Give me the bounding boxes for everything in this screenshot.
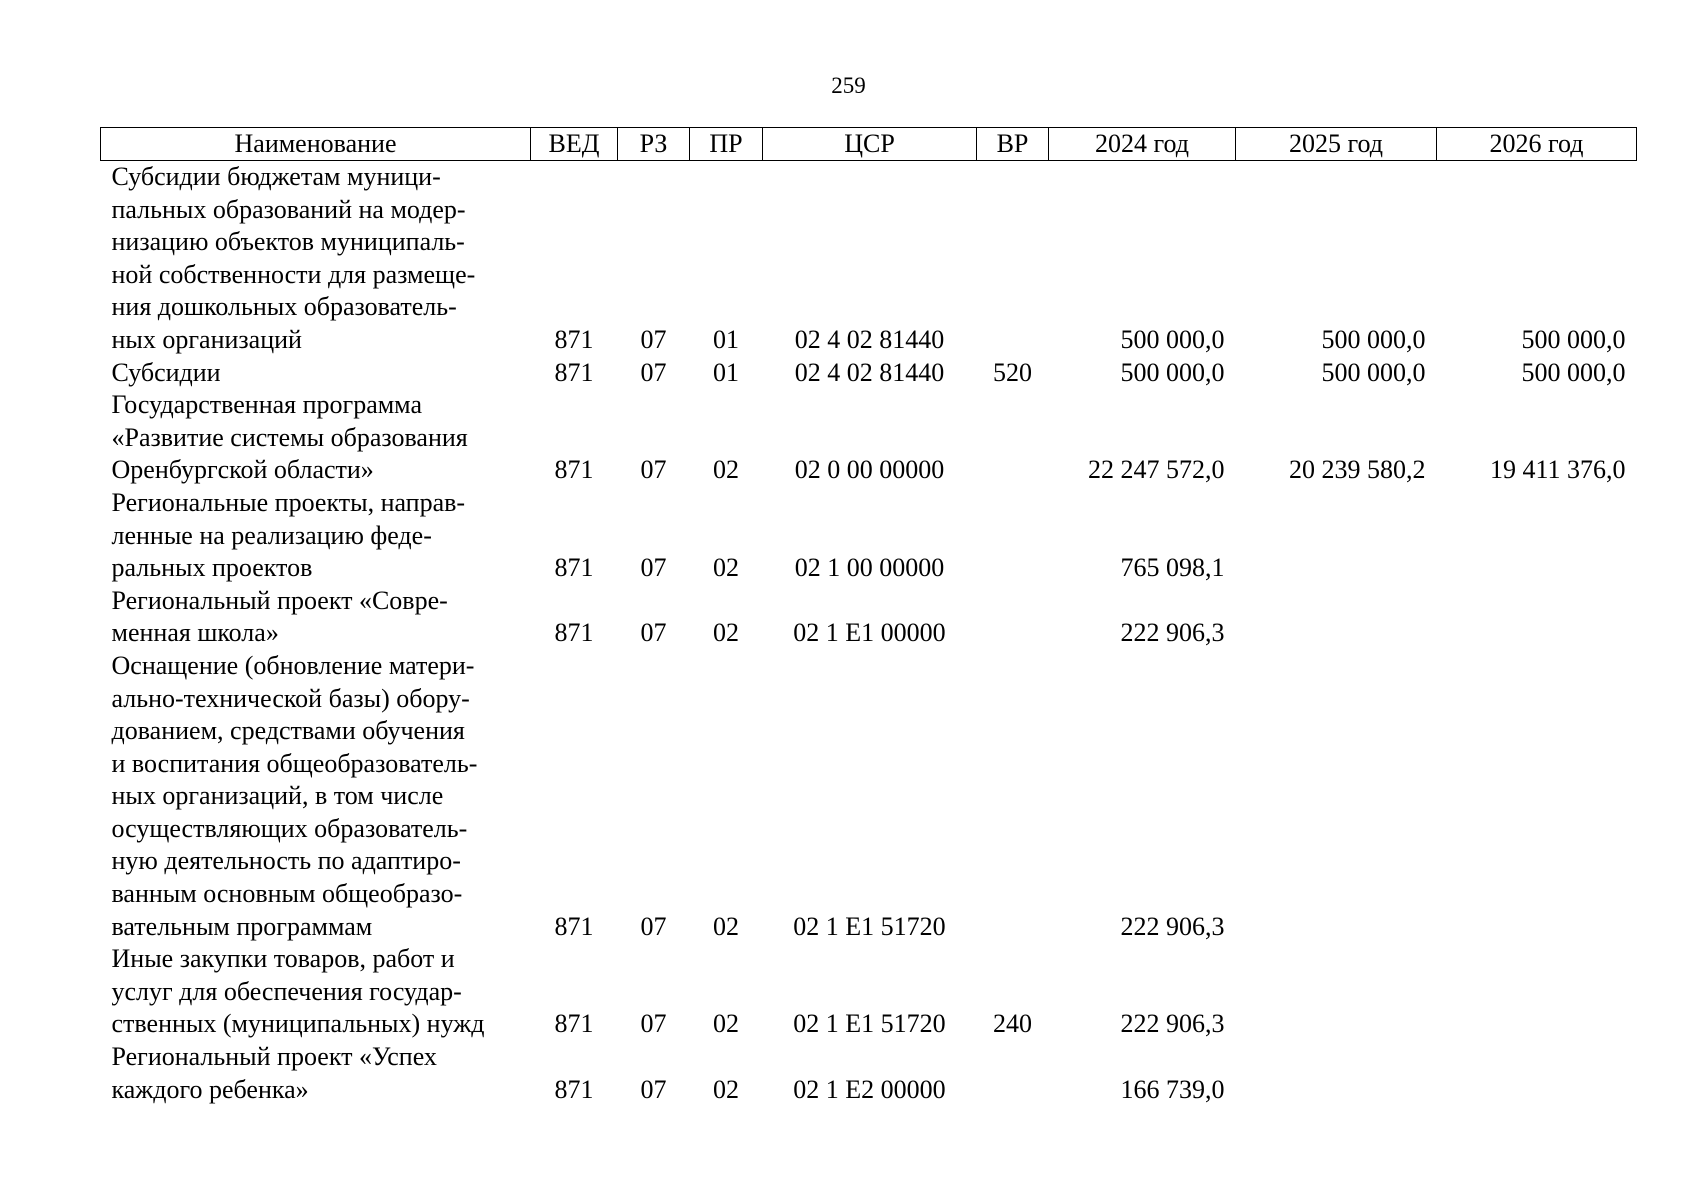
header-vr: ВР bbox=[977, 128, 1049, 161]
name-line: ально-технической базы) обору- bbox=[111, 683, 470, 713]
header-pr: ПР bbox=[690, 128, 763, 161]
cell-ved: 871 bbox=[554, 1009, 594, 1039]
cell-2026 bbox=[1437, 487, 1637, 585]
table-row bbox=[101, 487, 1637, 585]
cell-vr bbox=[977, 487, 1049, 585]
name-line: осуществляющих образователь- bbox=[111, 813, 468, 843]
header-2026: 2026 год bbox=[1437, 128, 1637, 161]
cell-ved: 871 bbox=[554, 324, 594, 354]
cell-vr bbox=[977, 1041, 1049, 1106]
cell-2026 bbox=[1437, 585, 1637, 650]
header-csr: ЦСР bbox=[763, 128, 977, 161]
cell-2025: 20 239 580,2 bbox=[1289, 455, 1426, 485]
cell-2025 bbox=[1236, 487, 1437, 585]
header-2024: 2024 год bbox=[1049, 128, 1236, 161]
name-line: услуг для обеспечения государ- bbox=[111, 976, 462, 1006]
cell-pr: 02 bbox=[713, 455, 739, 485]
cell-csr: 02 4 02 81440 bbox=[794, 324, 945, 354]
cell-pr: 02 bbox=[713, 911, 739, 941]
cell-pr: 02 bbox=[713, 553, 739, 583]
name-line: ной собственности для размеще- bbox=[111, 259, 476, 289]
cell-2024: 500 000,0 bbox=[1120, 357, 1225, 387]
table-row bbox=[101, 161, 1637, 357]
page-number: 259 bbox=[831, 73, 866, 98]
name-line: ственных (муниципальных) нужд bbox=[111, 1009, 485, 1039]
cell-ved: 871 bbox=[554, 1074, 594, 1104]
cell-2025 bbox=[1236, 943, 1437, 1041]
cell-csr: 02 1 00 00000 bbox=[794, 553, 945, 583]
cell-csr: 02 1 E2 00000 bbox=[793, 1074, 946, 1104]
header-2025: 2025 год bbox=[1236, 128, 1437, 161]
table-header-row bbox=[101, 128, 1637, 161]
cell-ved: 871 bbox=[554, 455, 594, 485]
cell-rz: 07 bbox=[640, 618, 667, 648]
name-line: ных организаций, в том числе bbox=[111, 781, 444, 811]
name-line: ральных проектов bbox=[111, 553, 313, 583]
cell-rz: 07 bbox=[640, 455, 667, 485]
header-rz: РЗ bbox=[618, 128, 690, 161]
cell-name bbox=[101, 943, 531, 1041]
cell-rz: 07 bbox=[640, 1009, 667, 1039]
cell-ved: 871 bbox=[554, 357, 594, 387]
cell-2024: 222 906,3 bbox=[1120, 1009, 1225, 1039]
cell-ved: 871 bbox=[554, 911, 594, 941]
cell-csr: 02 1 E1 51720 bbox=[793, 911, 946, 941]
cell-name bbox=[101, 650, 531, 943]
cell-rz: 07 bbox=[640, 553, 667, 583]
cell-vr bbox=[977, 650, 1049, 943]
name-line: ванным основным общеобразо- bbox=[111, 879, 463, 909]
cell-name bbox=[101, 389, 531, 487]
name-line: менная школа» bbox=[111, 618, 279, 648]
name-line: «Развитие системы образования bbox=[111, 422, 468, 452]
cell-2024: 765 098,1 bbox=[1120, 553, 1225, 583]
cell-vr bbox=[977, 389, 1049, 487]
cell-pr: 02 bbox=[713, 1009, 739, 1039]
table-body bbox=[101, 161, 1637, 1107]
name-line: ленные на реализацию феде- bbox=[111, 520, 432, 550]
cell-2025: 500 000,0 bbox=[1321, 324, 1426, 354]
cell-2025 bbox=[1236, 1041, 1437, 1106]
name-line: вательным программам bbox=[111, 911, 373, 941]
cell-vr bbox=[977, 585, 1049, 650]
header-ved: ВЕД bbox=[531, 128, 618, 161]
table-row bbox=[101, 943, 1637, 1041]
name-line: ную деятельность по адаптиро- bbox=[111, 846, 461, 876]
name-line: Государственная программа bbox=[111, 390, 423, 420]
name-line: каждого ребенка» bbox=[111, 1074, 309, 1104]
name-line: ния дошкольных образователь- bbox=[111, 292, 457, 322]
cell-ved: 871 bbox=[554, 618, 594, 648]
cell-name bbox=[101, 1041, 531, 1106]
cell-2026 bbox=[1437, 943, 1637, 1041]
cell-pr: 01 bbox=[713, 357, 739, 387]
cell-2024: 166 739,0 bbox=[1120, 1074, 1225, 1104]
cell-name bbox=[101, 161, 531, 357]
table-row bbox=[101, 585, 1637, 650]
cell-pr: 02 bbox=[713, 1074, 739, 1104]
name-line: Оренбургской области» bbox=[111, 455, 374, 485]
header-name: Наименование bbox=[101, 128, 531, 161]
cell-ved: 871 bbox=[554, 553, 594, 583]
cell-pr: 01 bbox=[713, 324, 739, 354]
cell-vr: 240 bbox=[993, 1009, 1032, 1039]
cell-rz: 07 bbox=[640, 1074, 667, 1104]
name-line: Региональный проект «Успех bbox=[111, 1042, 437, 1072]
cell-2025: 500 000,0 bbox=[1321, 357, 1426, 387]
cell-2025 bbox=[1236, 585, 1437, 650]
cell-2026: 500 000,0 bbox=[1521, 324, 1626, 354]
table-row bbox=[101, 389, 1637, 487]
cell-csr: 02 4 02 81440 bbox=[794, 357, 945, 387]
cell-2026: 19 411 376,0 bbox=[1489, 455, 1626, 485]
table-row bbox=[101, 650, 1637, 943]
cell-2024: 222 906,3 bbox=[1120, 618, 1225, 648]
cell-rz: 07 bbox=[640, 911, 667, 941]
cell-rz: 07 bbox=[640, 357, 667, 387]
name-line: Иные закупки товаров, работ и bbox=[111, 944, 455, 974]
cell-2024: 222 906,3 bbox=[1120, 911, 1225, 941]
cell-2025 bbox=[1236, 650, 1437, 943]
name-line: Субсидии bbox=[111, 357, 221, 387]
cell-vr: 520 bbox=[993, 357, 1032, 387]
cell-2026 bbox=[1437, 650, 1637, 943]
cell-2026 bbox=[1437, 1041, 1637, 1106]
cell-name bbox=[101, 357, 531, 390]
name-line: Оснащение (обновление матери- bbox=[111, 650, 475, 680]
name-line: и воспитания общеобразователь- bbox=[111, 748, 478, 778]
cell-name bbox=[101, 487, 531, 585]
cell-2026: 500 000,0 bbox=[1521, 357, 1626, 387]
budget-table bbox=[100, 127, 1637, 1106]
name-line: пальных образований на модер- bbox=[111, 194, 466, 224]
table-row bbox=[101, 357, 1637, 390]
cell-vr bbox=[977, 161, 1049, 357]
cell-2024: 500 000,0 bbox=[1120, 324, 1225, 354]
cell-rz: 07 bbox=[640, 324, 667, 354]
cell-pr: 02 bbox=[713, 618, 739, 648]
table-row bbox=[101, 1041, 1637, 1106]
name-line: ных организаций bbox=[111, 324, 302, 354]
cell-name bbox=[101, 585, 531, 650]
cell-csr: 02 1 E1 51720 bbox=[793, 1009, 946, 1039]
name-line: Региональный проект «Совре- bbox=[111, 585, 448, 615]
name-line: Региональные проекты, направ- bbox=[111, 487, 466, 517]
cell-csr: 02 1 E1 00000 bbox=[793, 618, 946, 648]
name-line: Субсидии бюджетам муници- bbox=[111, 162, 441, 191]
name-line: низацию объектов муниципаль- bbox=[111, 227, 465, 257]
name-line: дованием, средствами обучения bbox=[111, 716, 465, 746]
cell-csr: 02 0 00 00000 bbox=[794, 455, 945, 485]
cell-2024: 22 247 572,0 bbox=[1088, 455, 1225, 485]
